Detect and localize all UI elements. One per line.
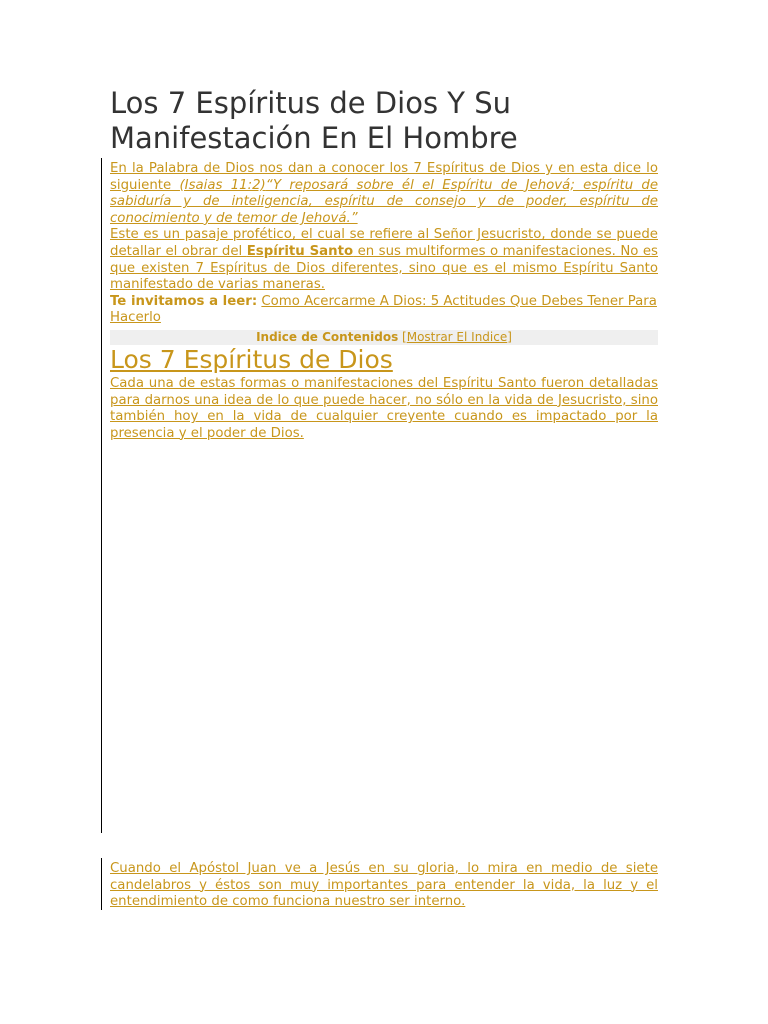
- intro-p2-link-end[interactable]: en sus multiformes o manifestaciones. No es que existen 7 Espíritus de Dios diferentes, sino que es el mismo Espíritu Santo manifestado de varias maneras.: [110, 243, 658, 293]
- intro-p2-link-start[interactable]: Este es un pasaje profético, el cual se refiere al Señor Jesucristo, donde se puede detallar el obrar del: [110, 227, 658, 259]
- invite-paragraph: [110, 294, 658, 327]
- quote-border-1: [101, 158, 102, 444]
- toc-close-bracket: ]: [507, 330, 512, 344]
- isaiah-reference-link[interactable]: (Isaias 11:2): [179, 177, 266, 193]
- section1-paragraph[interactable]: [110, 376, 658, 442]
- invite-article-link[interactable]: Como Acercarme A Dios: 5 Actitudes Que Debes Tener Para Hacerlo: [110, 293, 657, 326]
- table-of-contents: [110, 330, 658, 345]
- section2-paragraph[interactable]: [110, 861, 658, 911]
- intro-paragraph-2[interactable]: [110, 227, 658, 293]
- section1-link-text[interactable]: Cada una de estas formas o manifestaciones del Espíritu Santo fueron detalladas para darnos una idea de lo que puede hacer, no sólo en la vida de Jesucristo, sino también hoy en la vida de cualquier creyente cuando es impactado por la presencia y el poder de Dios.: [110, 376, 658, 441]
- invite-label: Te invitamos a leer:: [110, 293, 258, 309]
- quote-border-3: [101, 858, 102, 910]
- toc-open-bracket: [: [402, 330, 407, 344]
- intro-link-text[interactable]: En la Palabra de Dios nos dan a conocer los 7 Espíritus de Dios y en esta dice lo siguiente: [110, 161, 658, 193]
- section1-block: [110, 376, 658, 442]
- toc-show-link[interactable]: Mostrar El Indice: [406, 330, 508, 344]
- toc-title: Indice de Contenidos: [256, 330, 399, 344]
- intro-paragraph-1[interactable]: [110, 161, 658, 227]
- page-title: Los 7 Espíritus de Dios Y Su Manifestación En El Hombre: [110, 86, 518, 155]
- intro-block: [110, 161, 658, 327]
- section2-block: [110, 861, 658, 911]
- espiritu-santo-link[interactable]: Espíritu Santo: [246, 243, 354, 259]
- quote-border-2: [101, 441, 102, 833]
- isaiah-quote-link[interactable]: “Y reposará sobre él el Espíritu de Jehová; espíritu de sabiduría y de inteligencia, espíritu de consejo y de poder, espíritu de conocimiento y de temor de Jehová.”: [110, 177, 659, 226]
- section2-link-text[interactable]: Cuando el Apóstol Juan ve a Jesús en su gloria, lo mira en medio de siete candelabros y éstos son muy importantes para entender la vida, la luz y el entendimiento de como funciona nuestro ser interno.: [110, 861, 658, 910]
- section-heading[interactable]: Los 7 Espíritus de Dios: [110, 345, 393, 374]
